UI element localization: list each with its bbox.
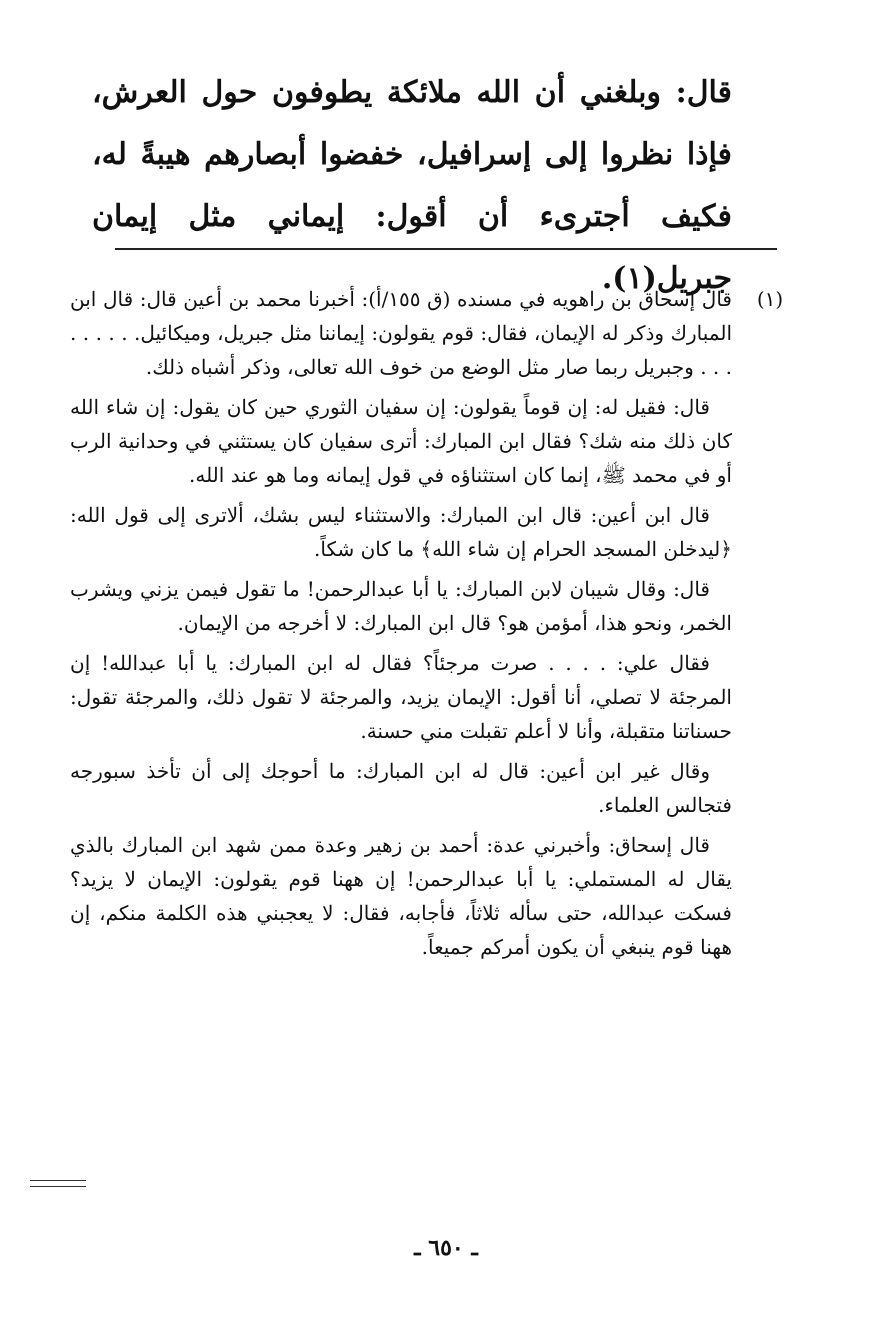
main-text-paragraph: قال: وبلغني أن الله ملائكة يطوفون حول العرش، فإذا نظروا إلى إسرافيل، خفضوا أبصارهم هيبةً له، فكيف أجترىء أن أقول: إيماني مثل إيمان جبريل(١). <box>92 75 732 296</box>
footnote-block <box>70 282 784 970</box>
footnote-paragraph-3: قال ابن أعين: قال ابن المبارك: والاستثناء ليس بشك، ألاترى إلى قول الله: ﴿ليدخلن المسجد الحرام إن شاء الله﴾ ما كان شكاً. <box>70 503 732 561</box>
footnote-paragraph-5: فقال علي: . . . . صرت مرجئاً؟ فقال له ابن المبارك: يا أبا عبدالله! إن المرجئة لا تصلي، أنا أقول: الإيمان يزيد، والمرجئة لا تقول ذلك، والمرجئة تقول: حسناتنا متقبلة، وأنا لا أعلم تقبلت مني حسنة. <box>70 651 732 743</box>
footnote-continuation-mark <box>30 1180 86 1187</box>
footnote-paragraph-6: وقال غير ابن أعين: قال له ابن المبارك: ما أحوجك إلى أن تأخذ سبورجه فتجالس العلماء. <box>70 759 732 817</box>
footnote-separator-line <box>115 248 777 250</box>
footnote-paragraph-2: قال: فقيل له: إن قوماً يقولون: إن سفيان الثوري حين كان يقول: إن شاء الله كان ذلك منه شك؟ فقال ابن المبارك: أترى سفيان كان يستثني في وحدانية الرب أو في محمد ﷺ، إنما كان استثناؤه في قول إيمانه وما هو عند الله. <box>70 395 732 487</box>
footnote-paragraph-7: قال إسحاق: وأخبرني عدة: أحمد بن زهير وعدة ممن شهد ابن المبارك بالذي يقال له المستملي: يا أبا عبدالرحمن! إن ههنا قوم يقولون: الإيمان لا يزيد؟ فسكت عبدالله، حتى سأله ثلاثاً، فأجابه، فقال: لا يعجبني هذه الكلمة منكم، إن ههنا قوم ينبغي أن يكون أمركم جميعاً. <box>70 833 732 959</box>
footnote-paragraph-1: قال إسحاق بن راهويه في مسنده (ق ١٥٥/أ): أخبرنا محمد بن أعين قال: قال ابن المبارك وذكر له الإيمان، فقال: قوم يقولون: إيماننا مثل جبريل، وميكائيل. . . . . . . . . وجبريل ربما صار مثل الوضع من خوف الله تعالى، وذكر أشباه ذلك. <box>70 287 732 379</box>
footnote-paragraph-4: قال: وقال شيبان لابن المبارك: يا أبا عبدالرحمن! ما تقول فيمن يزني ويشرب الخمر، ونحو هذا، أمؤمن هو؟ قال ابن المبارك: لا أخرجه من الإيمان. <box>70 577 732 635</box>
page-number: ـ ٦٥٠ ـ <box>414 1235 478 1261</box>
footnote-marker: (١) <box>756 287 784 311</box>
